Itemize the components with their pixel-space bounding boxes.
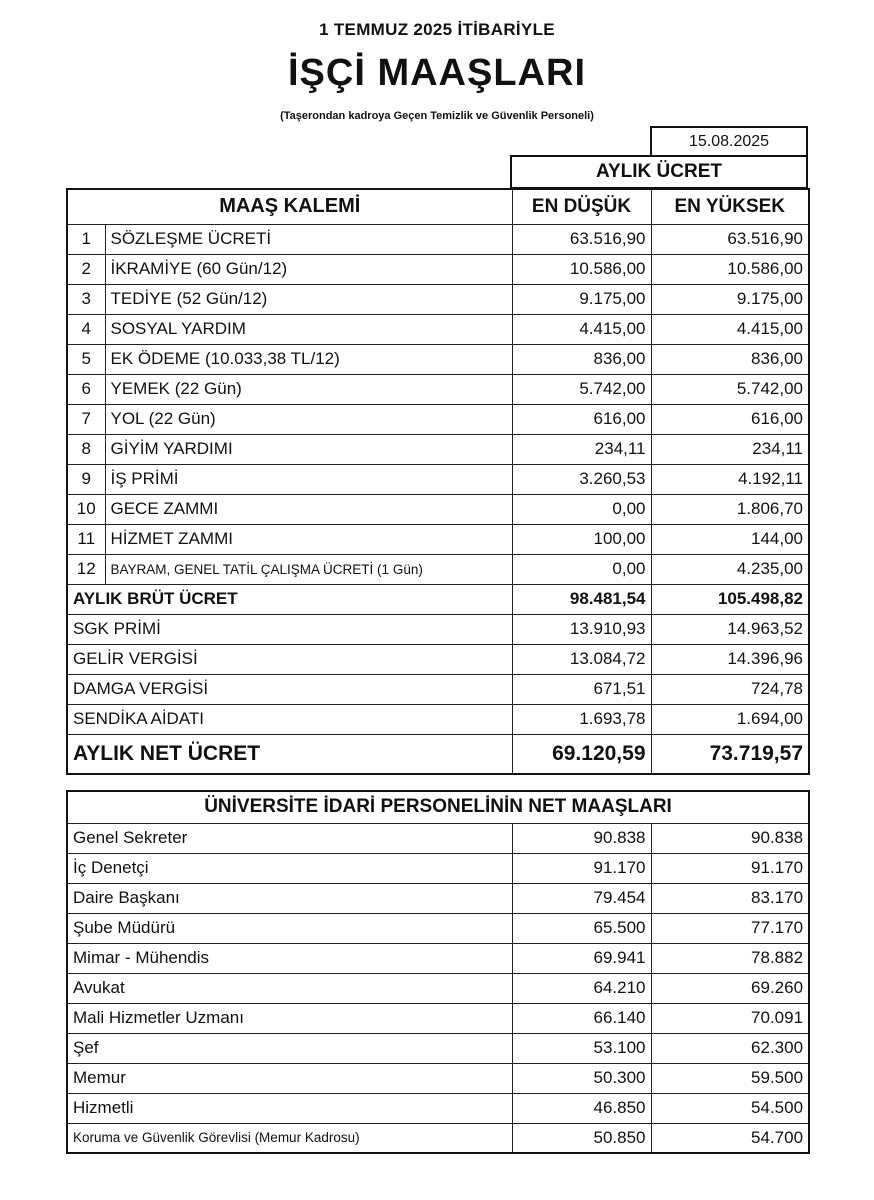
table-row	[67, 584, 809, 614]
item-number: 8	[67, 434, 105, 464]
item-label: YOL (22 Gün)	[105, 404, 512, 434]
item-label: İKRAMİYE (60 Gün/12)	[105, 254, 512, 284]
table-row	[67, 1033, 809, 1063]
item-min: 100,00	[512, 524, 651, 554]
staff-max: 90.838	[651, 823, 809, 853]
deduction-max: 724,78	[651, 674, 809, 704]
report-date: 15.08.2025	[650, 126, 808, 157]
deduction-max: 1.694,00	[651, 704, 809, 734]
deduction-label: SGK PRİMİ	[67, 614, 512, 644]
table-row	[67, 1063, 809, 1093]
item-number: 9	[67, 464, 105, 494]
column-header-max: EN YÜKSEK	[651, 189, 809, 224]
staff-title: Mali Hizmetler Uzmanı	[67, 1003, 512, 1033]
item-min: 0,00	[512, 494, 651, 524]
staff-min: 66.140	[512, 1003, 651, 1033]
deduction-min: 671,51	[512, 674, 651, 704]
table-row	[67, 674, 809, 704]
column-header-item: MAAŞ KALEMİ	[67, 189, 512, 224]
gross-min: 98.481,54	[512, 584, 651, 614]
table-row	[67, 254, 809, 284]
item-min: 836,00	[512, 344, 651, 374]
staff-min: 50.300	[512, 1063, 651, 1093]
table-row	[67, 374, 809, 404]
item-number: 5	[67, 344, 105, 374]
item-min: 4.415,00	[512, 314, 651, 344]
item-number: 7	[67, 404, 105, 434]
staff-min: 91.170	[512, 853, 651, 883]
staff-title: Daire Başkanı	[67, 883, 512, 913]
item-max: 836,00	[651, 344, 809, 374]
table-row	[67, 704, 809, 734]
item-min: 234,11	[512, 434, 651, 464]
staff-title: İç Denetçi	[67, 853, 512, 883]
item-number: 12	[67, 554, 105, 584]
item-label: TEDİYE (52 Gün/12)	[105, 284, 512, 314]
item-label: GECE ZAMMI	[105, 494, 512, 524]
page-title: İŞÇİ MAAŞLARI	[288, 52, 586, 94]
net-min: 69.120,59	[512, 734, 651, 774]
table-row	[67, 913, 809, 943]
staff-title: Genel Sekreter	[67, 823, 512, 853]
table-row	[67, 554, 809, 584]
net-label: AYLIK NET ÜCRET	[67, 734, 512, 774]
date-line: 1 TEMMUZ 2025 İTİBARİYLE	[319, 20, 555, 39]
item-max: 234,11	[651, 434, 809, 464]
item-number: 10	[67, 494, 105, 524]
staff-title: Memur	[67, 1063, 512, 1093]
staff-max: 91.170	[651, 853, 809, 883]
item-number: 4	[67, 314, 105, 344]
item-label: EK ÖDEME (10.033,38 TL/12)	[105, 344, 512, 374]
item-max: 9.175,00	[651, 284, 809, 314]
staff-max: 77.170	[651, 913, 809, 943]
table-row	[67, 1123, 809, 1153]
salary-table	[66, 188, 810, 775]
staff-max: 54.500	[651, 1093, 809, 1123]
item-label: BAYRAM, GENEL TATİL ÇALIŞMA ÜCRETİ (1 Gün)	[105, 554, 512, 584]
deduction-label: GELİR VERGİSİ	[67, 644, 512, 674]
deduction-max: 14.396,96	[651, 644, 809, 674]
staff-max: 83.170	[651, 883, 809, 913]
table-row	[67, 614, 809, 644]
table-row	[67, 344, 809, 374]
staff-min: 64.210	[512, 973, 651, 1003]
table-row	[67, 734, 809, 774]
table-row	[67, 189, 809, 224]
item-number: 11	[67, 524, 105, 554]
deduction-min: 13.084,72	[512, 644, 651, 674]
item-max: 144,00	[651, 524, 809, 554]
column-header-min: EN DÜŞÜK	[512, 189, 651, 224]
staff-table-title: ÜNİVERSİTE İDARİ PERSONELİNİN NET MAAŞLARI	[67, 791, 809, 823]
table-row	[67, 284, 809, 314]
staff-title: Şef	[67, 1033, 512, 1063]
staff-max: 59.500	[651, 1063, 809, 1093]
table-row	[67, 224, 809, 254]
table-row	[67, 973, 809, 1003]
table-row	[67, 314, 809, 344]
item-min: 616,00	[512, 404, 651, 434]
table-row	[67, 791, 809, 823]
table-row	[67, 494, 809, 524]
item-number: 2	[67, 254, 105, 284]
staff-min: 79.454	[512, 883, 651, 913]
staff-min: 90.838	[512, 823, 651, 853]
item-min: 10.586,00	[512, 254, 651, 284]
deduction-min: 13.910,93	[512, 614, 651, 644]
item-max: 63.516,90	[651, 224, 809, 254]
item-min: 5.742,00	[512, 374, 651, 404]
staff-min: 53.100	[512, 1033, 651, 1063]
item-max: 4.235,00	[651, 554, 809, 584]
item-label: HİZMET ZAMMI	[105, 524, 512, 554]
staff-max: 69.260	[651, 973, 809, 1003]
item-number: 3	[67, 284, 105, 314]
deduction-max: 14.963,52	[651, 614, 809, 644]
staff-max: 70.091	[651, 1003, 809, 1033]
table-row	[67, 1003, 809, 1033]
item-min: 63.516,90	[512, 224, 651, 254]
item-max: 5.742,00	[651, 374, 809, 404]
table-row	[67, 883, 809, 913]
table-row	[67, 853, 809, 883]
deduction-label: DAMGA VERGİSİ	[67, 674, 512, 704]
item-max: 10.586,00	[651, 254, 809, 284]
item-label: GİYİM YARDIMI	[105, 434, 512, 464]
staff-title: Hizmetli	[67, 1093, 512, 1123]
table-row	[67, 524, 809, 554]
item-label: SOSYAL YARDIM	[105, 314, 512, 344]
staff-net-salary-table	[66, 790, 810, 1154]
table-row	[67, 943, 809, 973]
item-max: 616,00	[651, 404, 809, 434]
item-number: 1	[67, 224, 105, 254]
staff-min: 50.850	[512, 1123, 651, 1153]
staff-max: 78.882	[651, 943, 809, 973]
deduction-label: SENDİKA AİDATI	[67, 704, 512, 734]
staff-title: Şube Müdürü	[67, 913, 512, 943]
net-max: 73.719,57	[651, 734, 809, 774]
subtitle: (Taşerondan kadroya Geçen Temizlik ve Güvenlik Personeli)	[280, 110, 594, 122]
group-header-monthly-wage: AYLIK ÜCRET	[510, 155, 808, 189]
item-min: 3.260,53	[512, 464, 651, 494]
item-max: 1.806,70	[651, 494, 809, 524]
staff-min: 46.850	[512, 1093, 651, 1123]
table-row	[67, 404, 809, 434]
table-row	[67, 644, 809, 674]
item-label: YEMEK (22 Gün)	[105, 374, 512, 404]
staff-title: Mimar - Mühendis	[67, 943, 512, 973]
table-row	[67, 464, 809, 494]
table-row	[67, 1093, 809, 1123]
staff-title: Koruma ve Güvenlik Görevlisi (Memur Kadrosu)	[67, 1123, 512, 1153]
table-row	[67, 434, 809, 464]
staff-min: 65.500	[512, 913, 651, 943]
staff-title: Avukat	[67, 973, 512, 1003]
item-min: 9.175,00	[512, 284, 651, 314]
gross-max: 105.498,82	[651, 584, 809, 614]
gross-label: AYLIK BRÜT ÜCRET	[67, 584, 512, 614]
item-label: İŞ PRİMİ	[105, 464, 512, 494]
item-number: 6	[67, 374, 105, 404]
item-max: 4.415,00	[651, 314, 809, 344]
table-row	[67, 823, 809, 853]
item-max: 4.192,11	[651, 464, 809, 494]
item-label: SÖZLEŞME ÜCRETİ	[105, 224, 512, 254]
staff-max: 62.300	[651, 1033, 809, 1063]
staff-max: 54.700	[651, 1123, 809, 1153]
staff-min: 69.941	[512, 943, 651, 973]
item-min: 0,00	[512, 554, 651, 584]
deduction-min: 1.693,78	[512, 704, 651, 734]
